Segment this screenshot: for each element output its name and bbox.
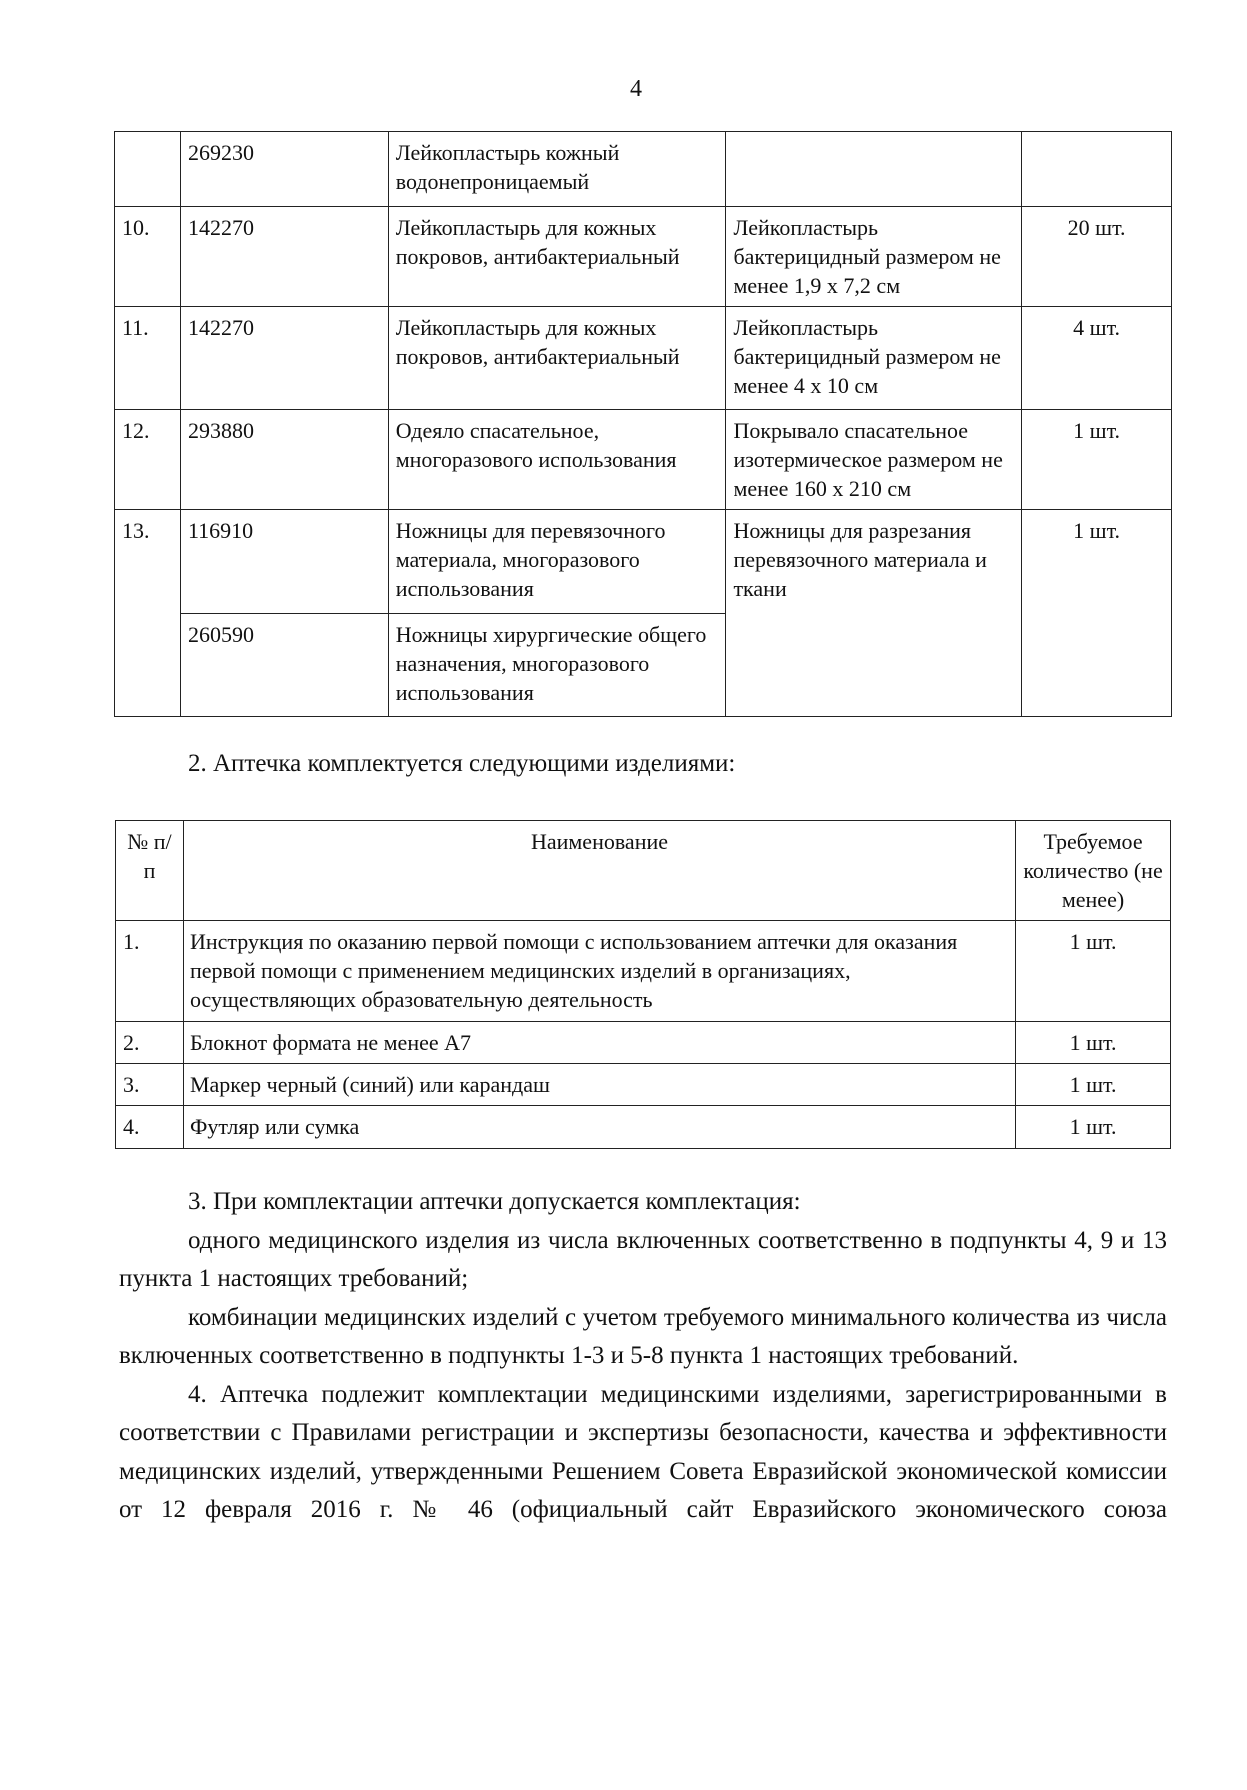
table-row	[115, 510, 1172, 614]
item-quantity: 1 шт.	[1016, 1022, 1171, 1064]
item-description: Лейкопластырь бактерицидный размером не менее 4 х 10 см	[726, 307, 1022, 410]
item-description	[726, 132, 1022, 207]
item-quantity: 1 шт.	[1016, 1064, 1171, 1106]
paragraph-4: 4. Аптечка подлежит комплектации медицинскими изделиями, зарегистрированными в соответствии с Правилами регистрации и экспертизы безопасности, качества и эффективности медицинских изделий, утвержденными Решением Совета Евразийской экономической комиссии от 12 февраля 2016 г. № 46 (официальный сайт Евразийского экономического союза	[119, 1380, 1167, 1523]
header-name: Наименование	[183, 821, 1015, 921]
item-name: Маркер черный (синий) или карандаш	[183, 1064, 1015, 1106]
table-row	[116, 921, 1171, 1022]
row-number: 12.	[115, 410, 181, 510]
body-text	[119, 1183, 1167, 1530]
header-number: № п/п	[116, 821, 184, 921]
item-code: 260590	[180, 614, 388, 717]
table-row	[116, 1064, 1171, 1106]
item-quantity: 4 шт.	[1022, 307, 1172, 410]
kit-contents-table	[115, 820, 1171, 1149]
item-description: Ножницы для разрезания перевязочного материала и ткани	[726, 510, 1022, 717]
item-quantity: 1 шт.	[1016, 1106, 1171, 1149]
row-number: 2.	[116, 1022, 184, 1064]
item-name: Лейкопластырь для кожных покровов, антибактериальный	[388, 207, 726, 307]
item-code: 269230	[180, 132, 388, 207]
row-number: 11.	[115, 307, 181, 410]
item-name: Ножницы хирургические общего назначения, многоразового использования	[388, 614, 726, 717]
row-number: 3.	[116, 1064, 184, 1106]
paragraph-3-intro: 3. При комплектации аптечки допускается комплектация:	[188, 1188, 801, 1215]
item-name: Блокнот формата не менее А7	[183, 1022, 1015, 1064]
table-row	[116, 1106, 1171, 1149]
item-quantity: 1 шт.	[1022, 510, 1172, 717]
row-number: 1.	[116, 921, 184, 1022]
item-quantity: 20 шт.	[1022, 207, 1172, 307]
item-code: 142270	[180, 207, 388, 307]
row-number: 13.	[115, 510, 181, 717]
section-2-heading: 2. Аптечка комплектуется следующими изделиями:	[188, 750, 736, 777]
row-number: 10.	[115, 207, 181, 307]
item-name: Инструкция по оказанию первой помощи с использованием аптечки для оказания первой помощи с применением медицинских изделий в организациях, осуществляющих образовательную деятельность	[183, 921, 1015, 1022]
row-number: 4.	[116, 1106, 184, 1149]
item-quantity: 1 шт.	[1022, 410, 1172, 510]
table-row	[115, 132, 1172, 207]
item-description: Лейкопластырь бактерицидный размером не менее 1,9 х 7,2 см	[726, 207, 1022, 307]
medical-items-table-continued	[114, 131, 1172, 717]
table-row	[115, 207, 1172, 307]
item-name: Ножницы для перевязочного материала, многоразового использования	[388, 510, 726, 614]
table-row	[115, 307, 1172, 410]
table-row	[116, 1022, 1171, 1064]
paragraph-3-option-2: комбинации медицинских изделий с учетом требуемого минимального количества из числа включенных соответственно в подпункты 1-3 и 5-8 пункта 1 настоящих требований.	[119, 1303, 1167, 1369]
item-quantity	[1022, 132, 1172, 207]
paragraph-3-option-1: одного медицинского изделия из числа включенных соответственно в подпункты 4, 9 и 13 пункта 1 настоящих требований;	[119, 1226, 1167, 1292]
item-name: Одеяло спасательное, многоразового использования	[388, 410, 726, 510]
item-code: 293880	[180, 410, 388, 510]
page-number: 4	[630, 76, 642, 102]
item-name: Футляр или сумка	[183, 1106, 1015, 1149]
item-quantity: 1 шт.	[1016, 921, 1171, 1022]
item-name: Лейкопластырь для кожных покровов, антибактериальный	[388, 307, 726, 410]
item-name: Лейкопластырь кожный водонепроницаемый	[388, 132, 726, 207]
table-header-row	[116, 821, 1171, 921]
item-code: 116910	[180, 510, 388, 614]
row-number	[115, 132, 181, 207]
item-description: Покрывало спасательное изотермическое размером не менее 160 х 210 см	[726, 410, 1022, 510]
table-row	[115, 410, 1172, 510]
item-code: 142270	[180, 307, 388, 410]
header-quantity: Требуемое количество (не менее)	[1016, 821, 1171, 921]
